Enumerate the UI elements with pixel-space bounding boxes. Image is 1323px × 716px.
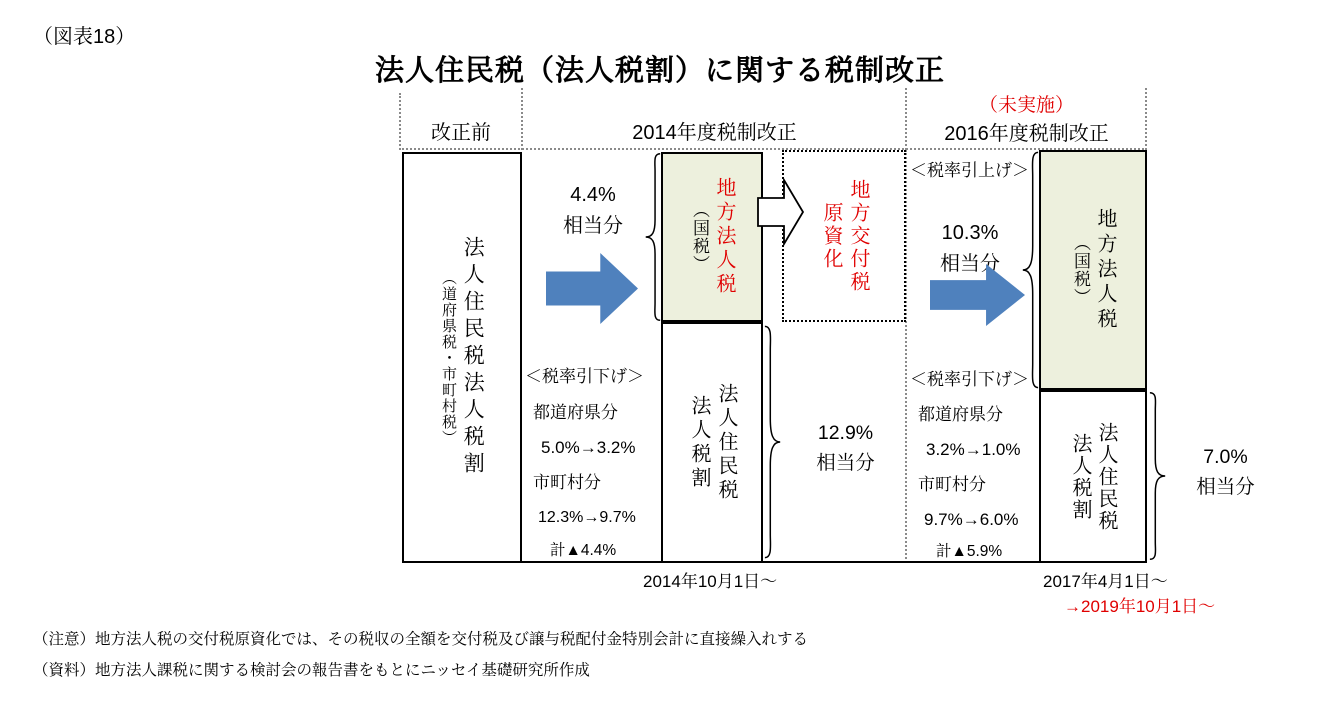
pref-label-2016: 都道府県分	[918, 405, 1003, 424]
right-brace-2016-icon	[1149, 391, 1167, 561]
share-2014-label	[537, 180, 649, 242]
local-corp-tax-2016-text	[1068, 208, 1118, 333]
before-box-main-text: 法人住民税法人税割	[461, 236, 485, 479]
share-2016-suffix: 相当分	[940, 253, 1000, 275]
local-corp-tax-2014-box	[661, 152, 763, 322]
figure-number-label: （図表18）	[33, 26, 136, 48]
allocation-tax-main: 地方交付税	[847, 178, 869, 294]
effective-date-2016: 2017年4月1日～	[1043, 572, 1168, 591]
share-2014-pct: 4.4%	[570, 184, 616, 206]
corp-inhabitant-tax-2016-box	[1039, 390, 1147, 563]
page-title: 法人住民税（法人税割）に関する税制改正	[374, 55, 945, 87]
muni-change-2016: 9.7%→6.0%	[924, 510, 1019, 529]
share-2014-suffix: 相当分	[563, 215, 623, 237]
column-header-2016-note: （未実施）	[978, 95, 1074, 116]
corp-inhabitant-tax-2016-sub: 法人税割	[1069, 432, 1091, 521]
corp-inhabitant-tax-2016-text	[1067, 422, 1119, 532]
corp-inhabitant-tax-2014-text	[685, 383, 739, 503]
corp-inhabitant-tax-2014-main: 法人住民税	[715, 382, 737, 503]
rate-heading-2016: ＜税率引下げ＞	[910, 370, 1029, 389]
outline-arrow-icon	[757, 175, 805, 249]
corp-inhabitant-tax-2016-main: 法人住民税	[1095, 421, 1117, 532]
before-reform-box-text	[438, 236, 487, 479]
raise-heading-2016: ＜税率引上げ＞	[910, 161, 1029, 180]
local-corp-tax-2016-main: 地方法人税	[1093, 207, 1116, 333]
pref-change-2014: 5.0%→3.2%	[541, 438, 636, 457]
muni-label-2016: 市町村分	[918, 475, 986, 494]
share-2016-pct: 10.3%	[941, 222, 999, 244]
left-brace-2014-icon	[644, 152, 661, 322]
pref-label-2014: 都道府県分	[533, 403, 618, 422]
share-129-suffix: 相当分	[816, 452, 875, 475]
right-brace-2014-icon	[764, 324, 782, 560]
share-2016-label	[914, 218, 1026, 280]
note-source: （資料）地方法人課税に関する検討会の報告書をもとにニッセイ基礎研究所作成	[33, 662, 590, 679]
pref-change-2016: 3.2%→1.0%	[926, 440, 1021, 459]
column-header-before: 改正前	[431, 122, 491, 144]
effective-date-2014: 2014年10月1日～	[643, 572, 778, 591]
muni-change-2014: 12.3%→9.7%	[538, 509, 636, 526]
allocation-tax-sub: 原資化	[820, 201, 842, 271]
local-corp-tax-2016-sub: （国税）	[1070, 234, 1090, 306]
total-change-2016: 計▲5.9%	[936, 543, 1003, 560]
effective-date-2016-revised: →2019年10月1日～	[1064, 597, 1216, 616]
local-corp-tax-2014-text	[687, 177, 737, 297]
share-70-pct: 7.0%	[1203, 446, 1248, 468]
share-70-label	[1178, 442, 1273, 502]
share-129-label	[793, 418, 898, 478]
column-header-2016-reform: 2016年度税制改正	[944, 123, 1109, 145]
share-70-suffix: 相当分	[1196, 476, 1255, 499]
total-change-2014: 計▲4.4%	[550, 542, 617, 559]
before-reform-box	[402, 152, 522, 563]
left-brace-2016-icon	[1021, 150, 1039, 390]
corp-inhabitant-tax-2014-sub: 法人税割	[688, 394, 710, 491]
right-arrow-2014-icon	[546, 253, 638, 324]
local-corp-tax-2016-box	[1039, 150, 1147, 390]
corp-inhabitant-tax-2014-box	[661, 322, 763, 563]
local-corp-tax-2014-main: 地方法人税	[712, 177, 735, 297]
before-box-sub-text: （道府県税・市町村税）	[439, 269, 457, 446]
allocation-tax-text	[817, 179, 871, 294]
note-caution: （注意）地方法人税の交付税原資化では、その税収の全額を交付税及び譲与税配付金特別会計に直接繰入れする	[33, 631, 809, 648]
share-129-pct: 12.9%	[817, 422, 874, 444]
column-header-2014-reform: 2014年度税制改正	[632, 122, 797, 144]
rate-heading-2014: ＜税率引下げ＞	[525, 367, 644, 386]
local-corp-tax-2014-sub: （国税）	[689, 201, 709, 273]
muni-label-2014: 市町村分	[533, 473, 601, 492]
